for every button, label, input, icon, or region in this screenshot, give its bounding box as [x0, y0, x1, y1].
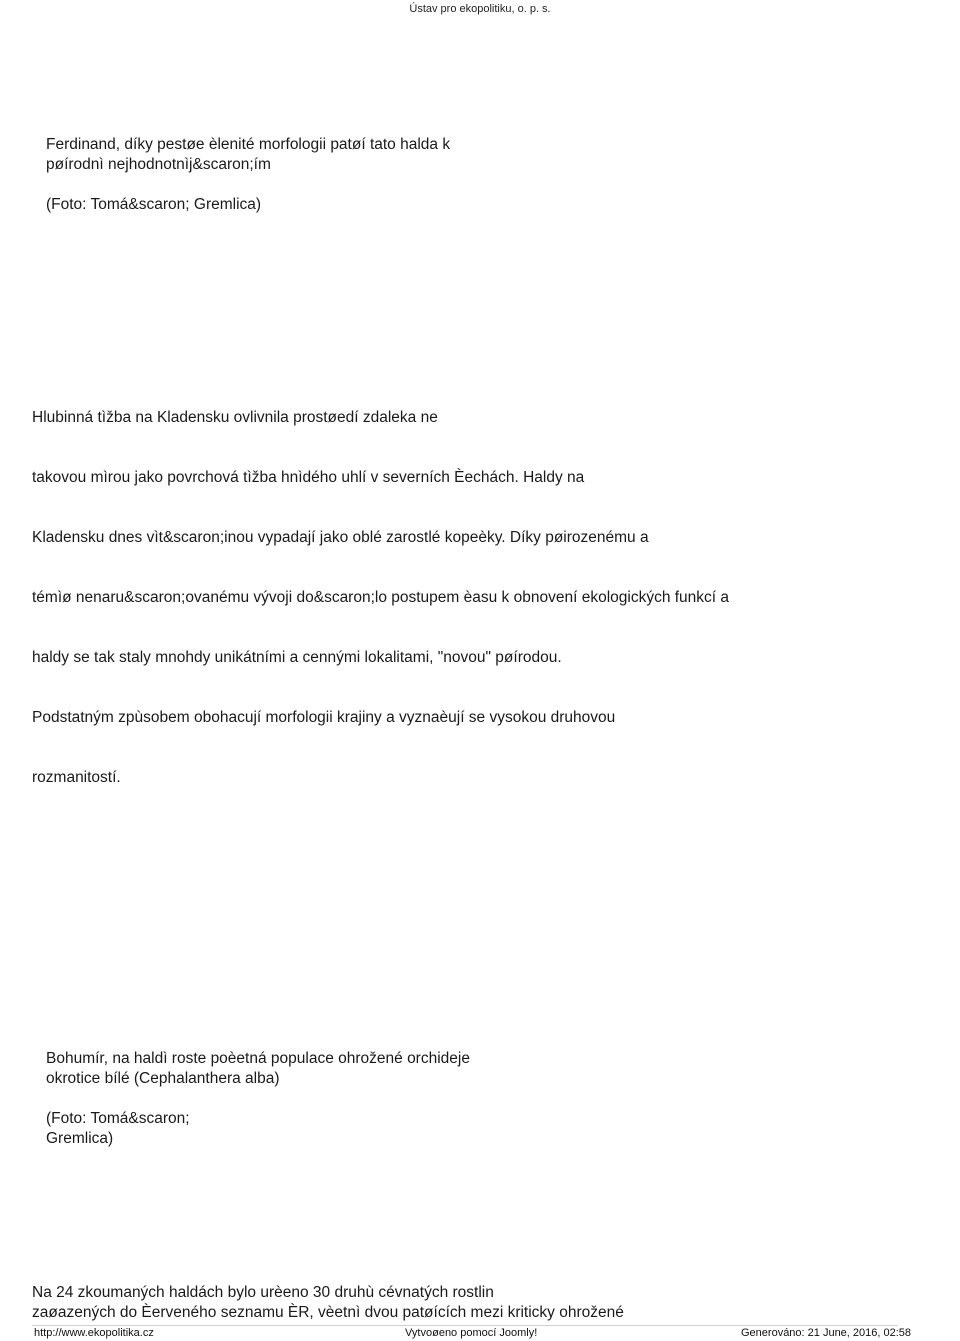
- paragraph-line: Kladensku dnes vìt&scaron;inou vypadají jako oblé zarostlé kopeèky. Díky pøirozenému a: [32, 529, 649, 546]
- paragraph-line: Na 24 zkoumaných haldách bylo urèeno 30 druhù cévnatých rostlin: [32, 1284, 494, 1301]
- caption-line: pøírodnì nejhodnotnìj&scaron;ím: [46, 156, 271, 173]
- footer-generated-date: Generováno: 21 June, 2016, 02:58: [741, 1327, 912, 1339]
- page-header-title: Ústav pro ekopolitiku, o. p. s.: [409, 3, 551, 15]
- paragraph-line: haldy se tak staly mnohdy unikátními a cennými lokalitami, "novou" pøírodou.: [32, 649, 562, 666]
- caption-line: Bohumír, na haldì roste poèetná populace ohrožené orchideje: [46, 1050, 470, 1067]
- footer-created-by: Vytvoøeno pomocí Joomly!: [405, 1327, 538, 1339]
- paragraph-line: Hlubinná tìžba na Kladensku ovlivnila prostøedí zdaleka ne: [32, 409, 438, 426]
- caption-line: okrotice bílé (Cephalanthera alba): [46, 1070, 280, 1087]
- paragraph-line: rozmanitostí.: [32, 769, 121, 786]
- paragraph-line: zaøazených do Èerveného seznamu ÈR, vèetnì dvou patøících mezi kriticky ohrožené: [32, 1304, 624, 1321]
- footer-divider: [32, 1325, 898, 1326]
- body-paragraph: [32, 368, 729, 808]
- paragraph-line: takovou mìrou jako povrchová tìžba hnìdého uhlí v severních Èechách. Haldy na: [32, 469, 585, 486]
- photo-credit: (Foto: Tomá&scaron; Gremlica): [46, 196, 262, 213]
- photo-caption-ferdinand: [46, 135, 450, 215]
- photo-credit: Gremlica): [46, 1130, 114, 1147]
- paragraph-line: témìø nenaru&scaron;ovanému vývoji do&scaron;lo postupem èasu k obnovení ekologických funkcí a: [32, 589, 730, 606]
- caption-line: Ferdinand, díky pestøe èlenité morfologii patøí tato halda k: [46, 136, 451, 153]
- closing-paragraph: [32, 1283, 624, 1323]
- paragraph-line: Podstatným zpùsobem obohacují morfologii krajiny a vyznaèují se vysokou druhovou: [32, 709, 616, 726]
- photo-caption-bohumir: [46, 1049, 470, 1149]
- footer-url-link[interactable]: http://www.ekopolitika.cz: [34, 1327, 154, 1339]
- photo-credit: (Foto: Tomá&scaron;: [46, 1110, 190, 1127]
